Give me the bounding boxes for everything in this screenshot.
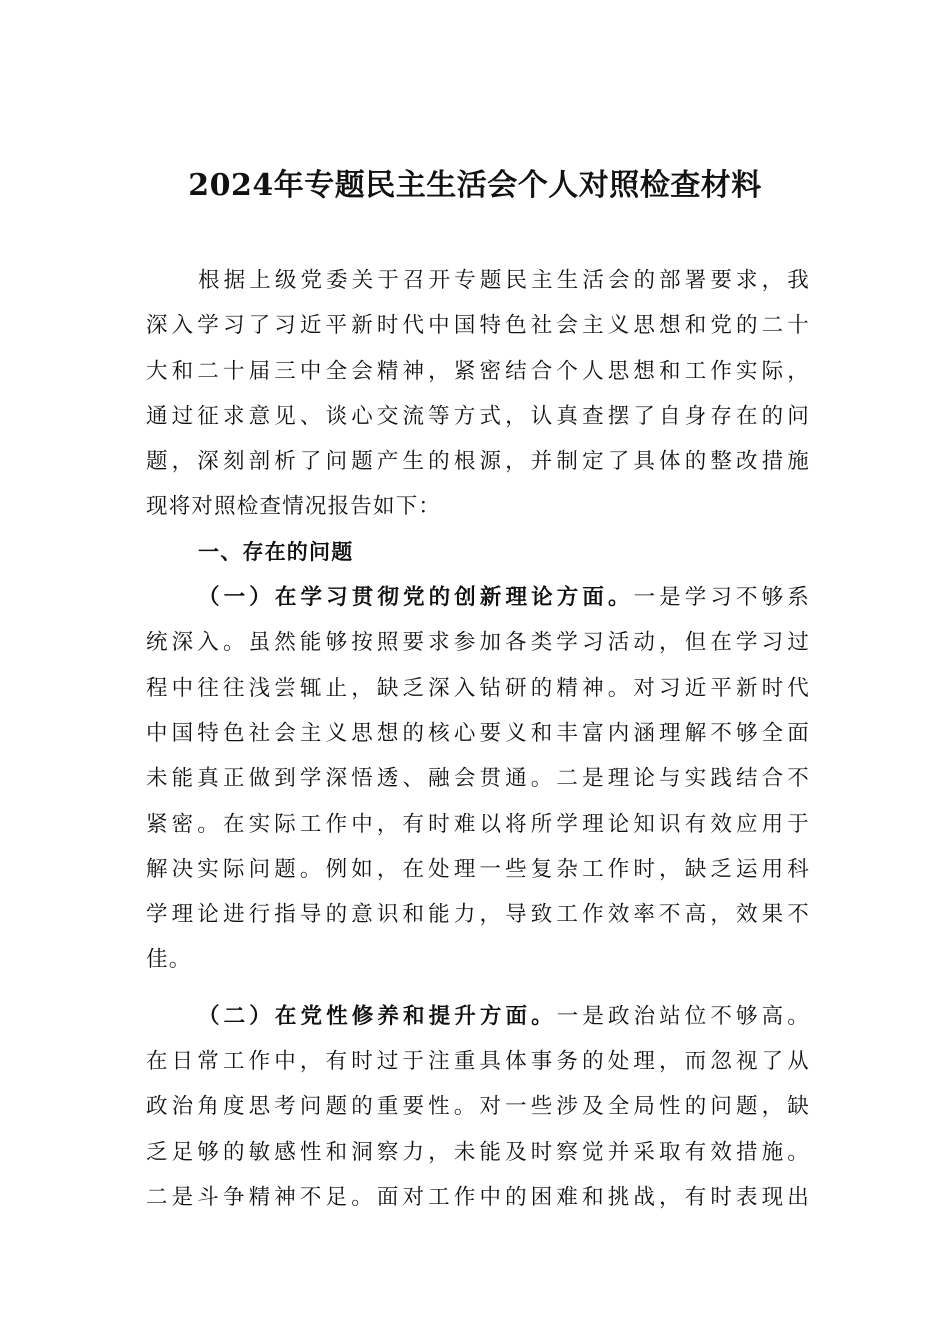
para1-first-line [146, 575, 810, 620]
para1-line: 未能真正做到学深悟透、融会贯通。二是理论与实践结合不 [146, 766, 810, 792]
para2-line: 二是斗争精神不足。面对工作中的困难和挑战，有时表现出 [146, 1184, 810, 1210]
intro-line: 通过征求意见、谈心交流等方式，认真查摆了自身存在的问 [146, 403, 810, 429]
para1-line: 中国特色社会主义思想的核心要义和丰富内涵理解不够全面 [146, 720, 810, 746]
intro-line: 题，深刻剖析了问题产生的根源，并制定了具体的整改措施 [146, 449, 810, 475]
intro-line: 现将对照检查情况报告如下： [146, 494, 442, 520]
para1-line: 学理论进行指导的意识和能力，导致工作效率不高，效果不 [146, 902, 810, 928]
para2-line: 政治角度思考问题的重要性。对一些涉及全局性的问题，缺 [146, 1094, 810, 1120]
para2-first-line-rest: 一是政治站位不够高。 [556, 1003, 810, 1029]
para1-line: 佳。 [146, 947, 192, 973]
document-title: 2024年专题民主生活会个人对照检查材料 [188, 168, 762, 203]
section-heading: 一、存在的问题 [198, 539, 354, 564]
para1-line: 解决实际问题。例如，在处理一些复杂工作时，缺乏运用科 [146, 856, 810, 882]
para1-line: 统深入。虽然能够按照要求参加各类学习活动，但在学习过 [146, 630, 810, 656]
para2-line: 在日常工作中，有时过于注重具体事务的处理，而忽视了从 [146, 1049, 810, 1075]
paragraph-gap [146, 983, 810, 994]
intro-line: 深入学习了习近平新时代中国特色社会主义思想和党的二十 [146, 313, 810, 339]
para2-line: 乏足够的敏感性和洞察力，未能及时察觉并采取有效措施。 [146, 1139, 810, 1165]
intro-line: 大和二十届三中全会精神，紧密结合个人思想和工作实际， [146, 358, 810, 384]
intro-line: 根据上级党委关于召开专题民主生活会的部署要求，我 [198, 268, 810, 293]
para1-first-line-rest: 一是学习不够系 [633, 585, 810, 611]
para2-heading: （二）在党性修养和提升方面。 [198, 1003, 557, 1029]
para2-first-line [146, 994, 810, 1039]
document-body [146, 258, 810, 1220]
para1-line: 紧密。在实际工作中，有时难以将所学理论知识有效应用于 [146, 811, 810, 837]
para1-line: 程中往往浅尝辄止，缺乏深入钻研的精神。对习近平新时代 [146, 675, 810, 701]
para1-heading: （一）在学习贯彻党的创新理论方面。 [198, 585, 634, 611]
